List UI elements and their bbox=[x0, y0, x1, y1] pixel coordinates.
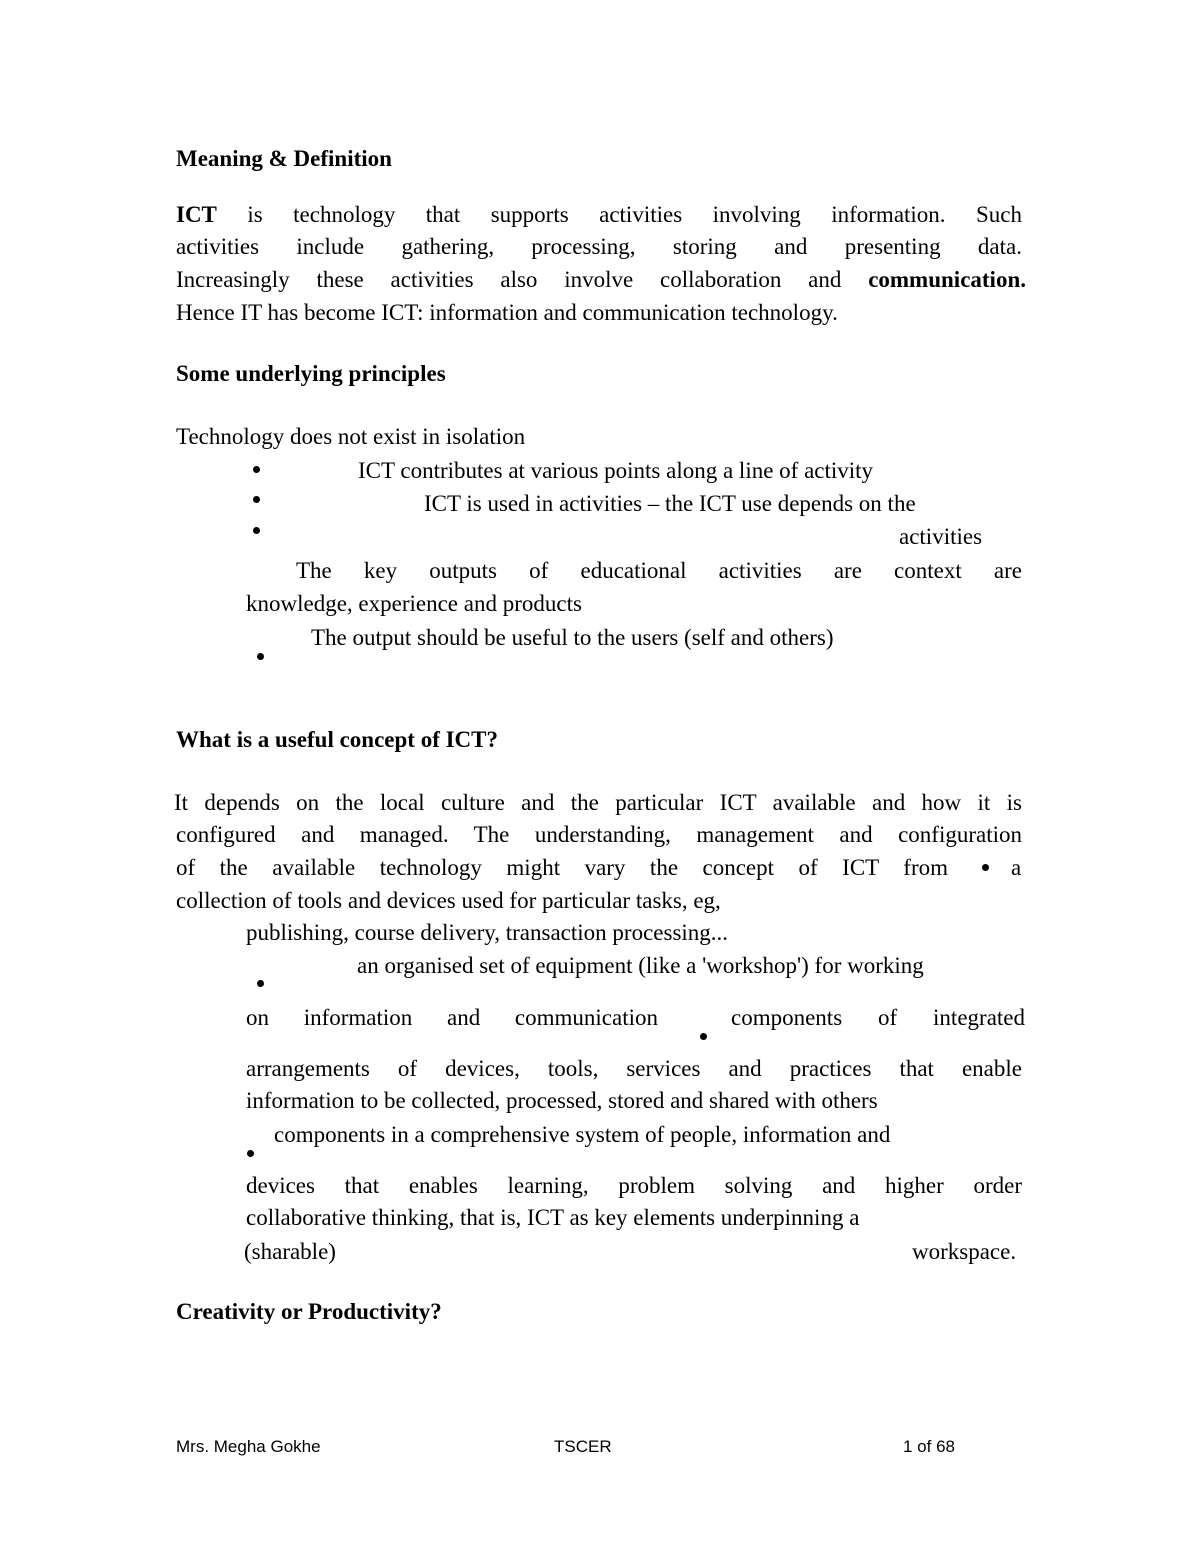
ict-bold-term: ICT bbox=[176, 202, 217, 227]
definition-line-2: activities include gathering, processing, storing and presenting data. bbox=[176, 234, 1022, 259]
principles-intro: Technology does not exist in isolation bbox=[176, 424, 526, 449]
bullet-icon bbox=[253, 496, 260, 503]
footer-center: TSCER bbox=[554, 1437, 612, 1456]
principle-item-3-line-2: knowledge, experience and products bbox=[246, 591, 582, 616]
concept-line-8: arrangements of devices, tools, services and practices that enable bbox=[246, 1056, 1022, 1081]
principle-item-4: The output should be useful to the users (self and others) bbox=[311, 625, 834, 650]
principle-item-3-line-1: The key outputs of educational activities are context are bbox=[296, 558, 1022, 583]
footer-author: Mrs. Megha Gokhe bbox=[176, 1437, 321, 1456]
footer-page-number: 1 of 68 bbox=[903, 1437, 955, 1456]
concept-line-3: of the available technology might vary the concept of ICT from bbox=[176, 855, 948, 880]
concept-line-12: collaborative thinking, that is, ICT as key elements underpinning a bbox=[246, 1205, 860, 1230]
concept-line-7-right: components of integrated bbox=[731, 1005, 1025, 1030]
concept-line-4: collection of tools and devices used for particular tasks, eg, bbox=[176, 888, 721, 913]
concept-line-13-right: workspace. bbox=[912, 1239, 1017, 1264]
concept-line-7-left: on information and communication bbox=[246, 1005, 658, 1030]
bullet-icon bbox=[982, 864, 989, 871]
concept-line-6: an organised set of equipment (like a 'workshop') for working bbox=[357, 953, 924, 978]
heading-creativity-productivity: Creativity or Productivity? bbox=[176, 1299, 442, 1324]
concept-line-1: It depends on the local culture and the particular ICT available and how it is bbox=[174, 790, 1022, 815]
principle-item-2-continued: activities bbox=[899, 524, 983, 549]
concept-line-2: configured and managed. The understanding, management and configuration bbox=[176, 822, 1022, 847]
concept-line-9: information to be collected, processed, stored and shared with others bbox=[246, 1088, 878, 1113]
definition-line-3-text: Increasingly these activities also involve collaboration and bbox=[176, 267, 842, 292]
concept-line-5: publishing, course delivery, transaction processing... bbox=[246, 920, 729, 945]
bullet-icon bbox=[253, 466, 260, 473]
concept-line-11: devices that enables learning, problem solving and higher order bbox=[246, 1173, 1022, 1198]
definition-line-4: Hence IT has become ICT: information and communication technology. bbox=[176, 300, 838, 325]
communication-bold-term: communication. bbox=[868, 267, 1026, 292]
concept-line-3-end: a bbox=[1011, 855, 1022, 880]
bullet-icon bbox=[247, 1150, 254, 1157]
heading-underlying-principles: Some underlying principles bbox=[176, 361, 446, 386]
heading-useful-concept: What is a useful concept of ICT? bbox=[176, 727, 499, 752]
bullet-icon bbox=[257, 653, 264, 660]
bullet-icon bbox=[253, 527, 260, 534]
principle-item-2: ICT is used in activities – the ICT use depends on the bbox=[424, 491, 916, 516]
heading-meaning-definition: Meaning & Definition bbox=[176, 146, 392, 171]
definition-line-1-text: is technology that supports activities involving information. Such bbox=[247, 202, 1023, 227]
definition-line-3 bbox=[176, 265, 1026, 295]
principle-item-1: ICT contributes at various points along a line of activity bbox=[358, 458, 874, 483]
bullet-icon bbox=[257, 980, 264, 987]
concept-line-10: components in a comprehensive system of people, information and bbox=[274, 1122, 891, 1147]
bullet-icon bbox=[700, 1033, 707, 1040]
concept-line-13-left: (sharable) bbox=[244, 1239, 336, 1264]
definition-line-1 bbox=[176, 200, 1022, 230]
